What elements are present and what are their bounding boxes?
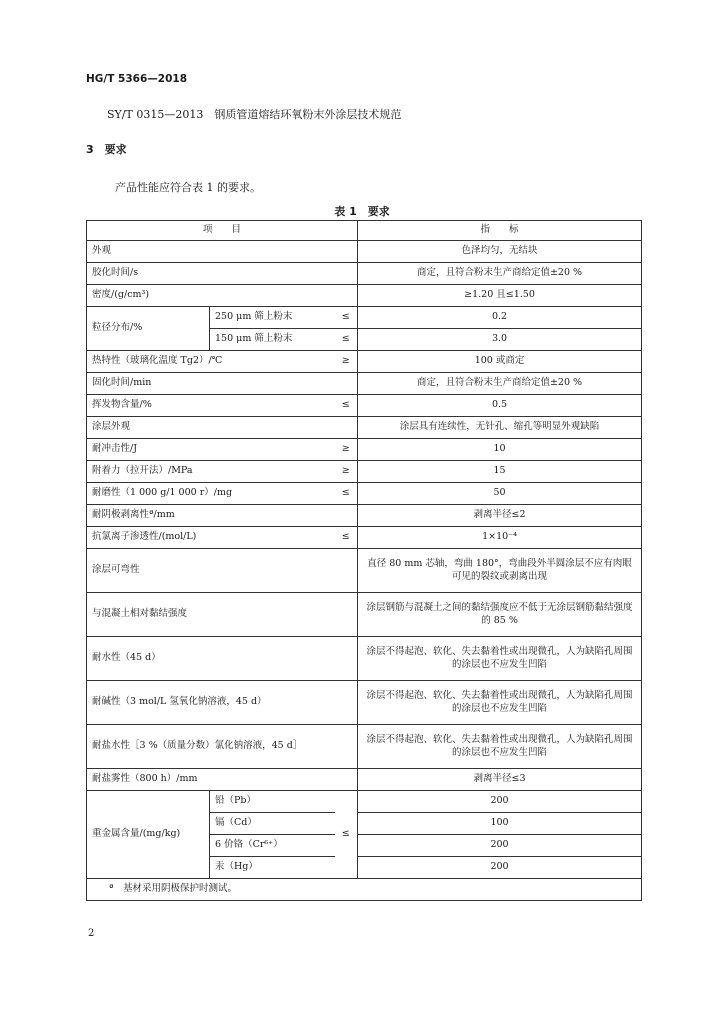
row-subitem: 6 价铬（Cr⁶⁺） bbox=[210, 835, 335, 857]
row-item: 耐磨性（1 000 g/1 000 r）/mg bbox=[87, 483, 335, 505]
row-symbol bbox=[335, 725, 358, 769]
row-indicator: 15 bbox=[358, 461, 642, 483]
row-item: 密度/(g/cm³) bbox=[87, 285, 335, 307]
row-subitem: 铅（Pb） bbox=[210, 791, 335, 813]
row-symbol: ≤ bbox=[335, 307, 358, 329]
table-row bbox=[87, 681, 642, 725]
table-row bbox=[87, 769, 642, 791]
row-symbol bbox=[335, 549, 358, 593]
table-footnote-row bbox=[87, 879, 642, 901]
row-symbol: ≤ bbox=[335, 395, 358, 417]
row-indicator: 50 bbox=[358, 483, 642, 505]
row-symbol: ≤ bbox=[335, 483, 358, 505]
row-indicator: 色泽均匀，无结块 bbox=[358, 241, 642, 263]
row-symbol bbox=[335, 769, 358, 791]
table-row bbox=[87, 439, 642, 461]
section-heading: 3 要求 bbox=[86, 143, 127, 156]
row-symbol: ≤ bbox=[335, 527, 358, 549]
table-row bbox=[87, 351, 642, 373]
table-row bbox=[87, 505, 642, 527]
table-row bbox=[87, 527, 642, 549]
row-symbol: ≤ bbox=[335, 791, 358, 879]
table-row bbox=[87, 373, 642, 395]
header-item: 项 目 bbox=[87, 221, 358, 241]
row-indicator: 100 bbox=[358, 813, 642, 835]
row-indicator: 200 bbox=[358, 857, 642, 879]
row-subitem: 250 μm 筛上粉末 bbox=[210, 307, 335, 329]
row-item: 胶化时间/s bbox=[87, 263, 335, 285]
table-row bbox=[87, 395, 642, 417]
table-row bbox=[87, 483, 642, 505]
row-symbol bbox=[335, 373, 358, 395]
row-item: 与混凝土相对黏结强度 bbox=[87, 593, 335, 637]
row-indicator: 200 bbox=[358, 791, 642, 813]
row-symbol bbox=[335, 263, 358, 285]
row-indicator: 0.2 bbox=[358, 307, 642, 329]
row-symbol bbox=[335, 681, 358, 725]
table-row bbox=[87, 593, 642, 637]
requirements-table bbox=[86, 220, 642, 901]
row-item: 涂层可弯性 bbox=[87, 549, 335, 593]
row-item: 热特性（玻璃化温度 Tg2）/℃ bbox=[87, 351, 335, 373]
row-indicator: 直径 80 mm 芯轴，弯曲 180°，弯曲段外半圆涂层不应有肉眼可见的裂纹或剥离出现 bbox=[358, 549, 642, 593]
table-row bbox=[87, 285, 642, 307]
row-item: 耐盐雾性（800 h）/mm bbox=[87, 769, 335, 791]
row-item: 耐阴极剥离性ª/mm bbox=[87, 505, 335, 527]
row-symbol: ≤ bbox=[335, 329, 358, 351]
row-item: 外观 bbox=[87, 241, 335, 263]
row-indicator: 涂层钢筋与混凝土之间的黏结强度应不低于无涂层钢筋黏结强度的 85 % bbox=[358, 593, 642, 637]
row-item: 耐冲击性/J bbox=[87, 439, 335, 461]
row-indicator: 200 bbox=[358, 835, 642, 857]
row-indicator: 10 bbox=[358, 439, 642, 461]
standard-code: HG/T 5366—2018 bbox=[86, 73, 188, 85]
row-indicator: 1×10⁻⁴ bbox=[358, 527, 642, 549]
row-indicator: 0.5 bbox=[358, 395, 642, 417]
row-indicator: 商定，且符合粉末生产商给定值±20 % bbox=[358, 263, 642, 285]
row-symbol: ≥ bbox=[335, 461, 358, 483]
table-row bbox=[87, 725, 642, 769]
row-symbol: ≥ bbox=[335, 439, 358, 461]
row-item: 耐碱性（3 mol/L 氢氧化钠溶液，45 d） bbox=[87, 681, 335, 725]
table-row bbox=[87, 461, 642, 483]
row-item: 涂层外观 bbox=[87, 417, 335, 439]
table-row bbox=[87, 637, 642, 681]
row-indicator: 剥离半径≤2 bbox=[358, 505, 642, 527]
row-item: 重金属含量/(mg/kg) bbox=[87, 791, 210, 879]
row-indicator: ≥1.20 且≤1.50 bbox=[358, 285, 642, 307]
table-row bbox=[87, 549, 642, 593]
row-subitem: 镉（Cd） bbox=[210, 813, 335, 835]
row-indicator: 100 或商定 bbox=[358, 351, 642, 373]
row-item: 粒径分布/% bbox=[87, 307, 210, 351]
row-subitem: 汞（Hg） bbox=[210, 857, 335, 879]
table-row bbox=[87, 307, 642, 329]
row-item: 抗氯离子渗透性/(mol/L) bbox=[87, 527, 335, 549]
row-symbol bbox=[335, 417, 358, 439]
row-symbol: ≥ bbox=[335, 351, 358, 373]
table-row bbox=[87, 241, 642, 263]
table-row bbox=[87, 263, 642, 285]
row-symbol bbox=[335, 593, 358, 637]
row-indicator: 商定，且符合粉末生产商给定值±20 % bbox=[358, 373, 642, 395]
row-item: 固化时间/min bbox=[87, 373, 335, 395]
row-indicator: 涂层不得起泡、软化、失去黏着性或出现微孔，人为缺陷孔周围的涂层也不应发生凹陷 bbox=[358, 725, 642, 769]
table-caption: 表 1 要求 bbox=[334, 205, 390, 218]
row-indicator: 涂层具有连续性，无针孔、缩孔等明显外观缺陷 bbox=[358, 417, 642, 439]
row-item: 挥发物含量/% bbox=[87, 395, 335, 417]
table-row bbox=[87, 417, 642, 439]
row-symbol bbox=[335, 241, 358, 263]
row-indicator: 涂层不得起泡、软化、失去黏着性或出现微孔，人为缺陷孔周围的涂层也不应发生凹陷 bbox=[358, 637, 642, 681]
row-symbol bbox=[335, 505, 358, 527]
page-number: 2 bbox=[88, 928, 95, 939]
row-symbol bbox=[335, 285, 358, 307]
row-indicator: 3.0 bbox=[358, 329, 642, 351]
row-item: 附着力（拉开法）/MPa bbox=[87, 461, 335, 483]
header-indicator: 指 标 bbox=[358, 221, 642, 241]
body-paragraph: 产品性能应符合表 1 的要求。 bbox=[115, 181, 261, 194]
table-footnote: ª 基材采用阴极保护时测试。 bbox=[87, 879, 642, 901]
row-item: 耐水性（45 d） bbox=[87, 637, 335, 681]
row-subitem: 150 μm 筛上粉末 bbox=[210, 329, 335, 351]
row-symbol bbox=[335, 637, 358, 681]
row-item: 耐盐水性［3 %（质量分数）氯化钠溶液，45 d］ bbox=[87, 725, 335, 769]
table-header-row bbox=[87, 221, 642, 241]
normative-reference: SY/T 0315—2013 钢质管道熔结环氧粉末外涂层技术规范 bbox=[107, 108, 402, 121]
row-indicator: 涂层不得起泡、软化、失去黏着性或出现微孔，人为缺陷孔周围的涂层也不应发生凹陷 bbox=[358, 681, 642, 725]
table-row bbox=[87, 791, 642, 813]
row-indicator: 剥离半径≤3 bbox=[358, 769, 642, 791]
